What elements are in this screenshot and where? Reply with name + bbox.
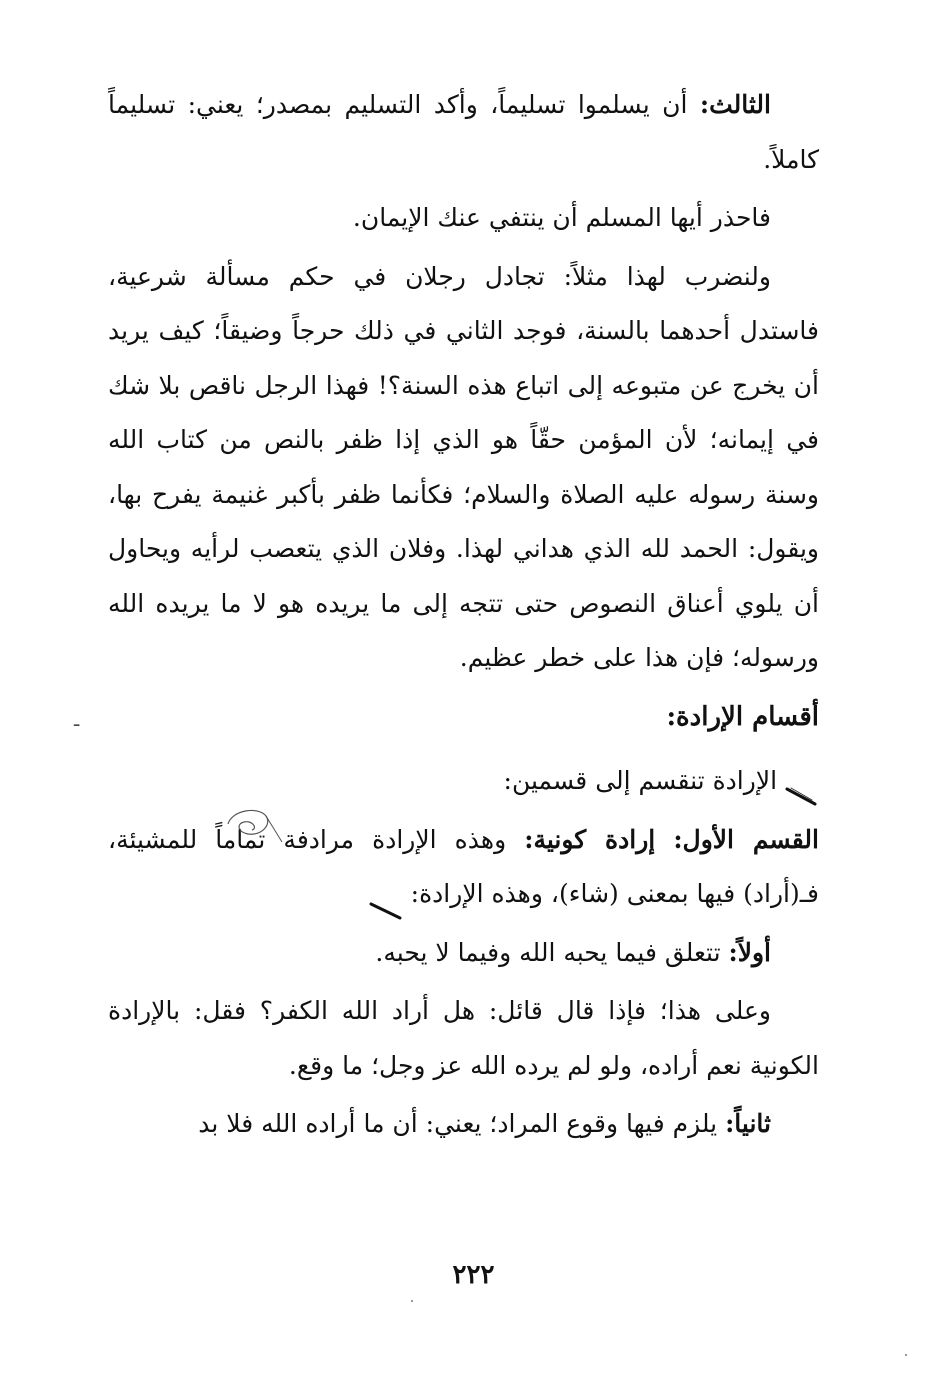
pen-stroke-icon	[369, 885, 403, 907]
paper-speck	[411, 1300, 413, 1302]
section-heading	[74, 690, 819, 745]
divisions-text: الإرادة تنقسم إلى قسمين:	[503, 766, 778, 795]
page-body	[74, 78, 819, 1156]
firstly-label: أولاً:	[728, 937, 771, 967]
pen-stroke-icon	[785, 772, 819, 794]
paper-speck	[905, 1354, 907, 1356]
paragraph-third-point	[108, 78, 819, 187]
paragraph-warning: فاحذر أيها المسلم أن ينتفي عنك الإيمان.	[352, 203, 771, 232]
paragraph-divisions	[108, 754, 819, 809]
paragraph-example: ولنضرب لهذا مثلاً: تجادل رجلان في حكم مسألة شرعية، فاستدل أحدهما بالسنة، فوجد الثاني في ذلك حرجاً وضيقاً؛ كيف يريد أن يخرج عن متبوعه إلى اتباع هذه السنة؟! فهذا الرجل ناقص بلا شك في إيمانه؛ لأن المؤمن حقّاً هو الذي إذا ظفر بالنص من كتاب الله وسنة رسوله عليه الصلاة والسلام؛ فكأنما ظفر بأكبر غنيمة يفرح بها، ويقول: الحمد لله الذي هداني لهذا. وفلان الذي يتعصب لرأيه ويحاول أن يلوي أعناق النصوص حتى تتجه إلى ما يريده هو لا ما يريده الله ورسوله؛ فإن هذا على خطر عظيم.	[108, 261, 819, 672]
first-division-label: القسم الأول:	[673, 824, 819, 854]
secondly-text: يلزم فيها وقوع المراد؛ يعني: أن ما أراده الله فلا بد	[198, 1109, 718, 1138]
first-division-text: وهذه الإرادة مرادفة تماماً للمشيئة، فـ(أراد) فيها بمعنى (شاء)، وهذه الإرادة:	[108, 824, 819, 908]
point-label-third: الثالث:	[699, 90, 771, 119]
cosmic-will-label: إرادة كونية:	[524, 824, 656, 854]
section-heading-text: أقسام الإرادة:	[666, 701, 819, 732]
point-text-third: أن يسلموا تسليماً، وأكد التسليم بمصدر؛ يعني: تسليماً كاملاً.	[108, 90, 819, 174]
paragraph-first-division	[108, 813, 819, 922]
heading-margin-mark: ـ	[74, 709, 80, 731]
handwritten-scribble-icon	[218, 802, 288, 852]
firstly-text: تتعلق فيما يحبه الله وفيما لا يحبه.	[375, 937, 721, 967]
paragraph-firstly	[108, 926, 819, 981]
paragraph-secondly	[108, 1097, 819, 1152]
paragraph-consequence: وعلى هذا؛ فإذا قال قائل: هل أراد الله الكفر؟ فقل: بالإرادة الكونية نعم أراده، ولو لم يرده الله عز وجل؛ ما وقع.	[108, 996, 819, 1080]
page-number: ٢٢٢	[452, 1260, 495, 1290]
secondly-label: ثانياً:	[725, 1109, 771, 1138]
